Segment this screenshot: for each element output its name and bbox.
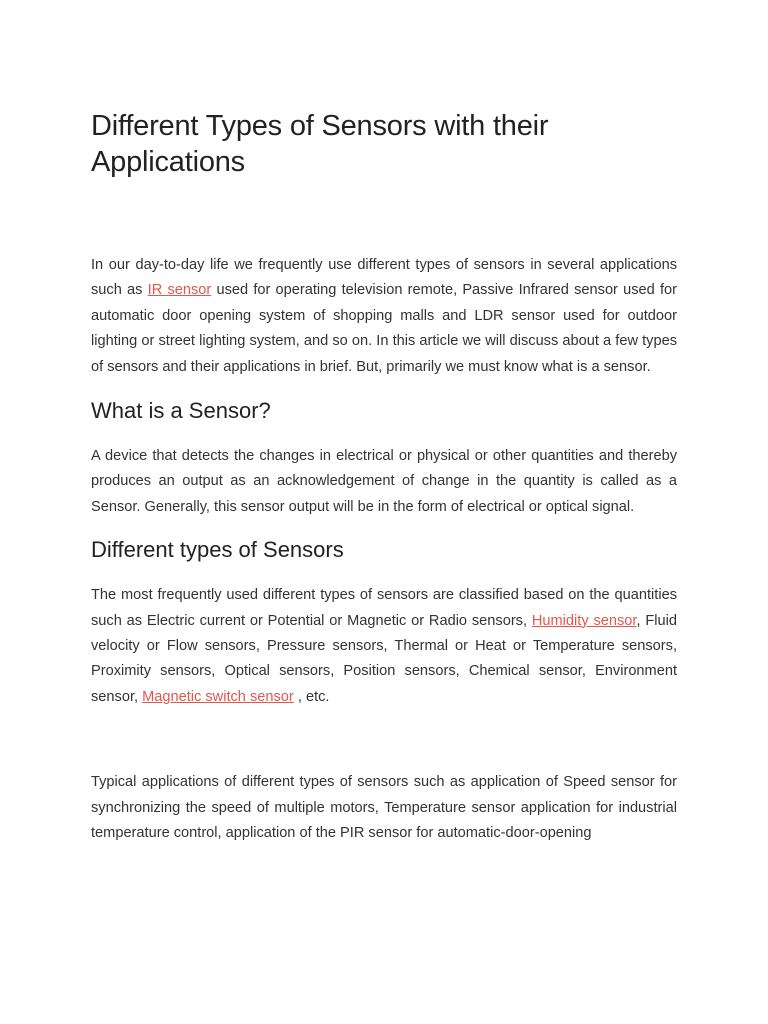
applications-paragraph: Typical applications of different types of sensors such as application of Speed sensor for synchronizing the speed of multiple motors, Temperature sensor application for industrial temperature control, application of the PIR sensor for automatic-door-opening: [91, 774, 677, 842]
humidity-sensor-link[interactable]: Humidity sensor: [531, 612, 637, 629]
what-is-sensor-paragraph: A device that detects the changes in electrical or physical or other quantities and thereby produces an output as an acknowledgement of change in the quantity is called as a Sensor. Generally, this sensor output will be in the form of electrical or optical signal.: [91, 448, 677, 515]
ir-sensor-link[interactable]: IR sensor: [147, 282, 212, 299]
article-title: Different Types of Sensors with their Applications: [91, 110, 549, 178]
section-heading-what-is-sensor: What is a Sensor?: [91, 398, 271, 424]
magnetic-switch-sensor-link[interactable]: Magnetic switch sensor: [142, 688, 294, 705]
section-heading-types: Different types of Sensors: [91, 537, 344, 563]
intro-paragraph: In our day-to-day life we frequently use different types of sensors in several applications such as IR sensor used for operating television remote, Passive Infrared sensor used for automatic door opening system of shopping malls and LDR sensor used for outdoor lighting or street lighting system, and so on. In this article we will discuss about a few types of sensors and their applications in brief. But, primarily we must know what is a sensor.: [91, 257, 677, 375]
article-body: [91, 108, 677, 847]
types-paragraph: The most frequently used different types of sensors are classified based on the quantities such as Electric current or Potential or Magnetic or Radio sensors, Humidity sensor, Fluid velocity or Flow sensors, Pressure sensors, Thermal or Heat or Temperature sensors, Proximity sensors, Optical sensors, Position sensors, Chemical sensor, Environment sensor, Magnetic switch sensor , etc.: [91, 587, 677, 705]
